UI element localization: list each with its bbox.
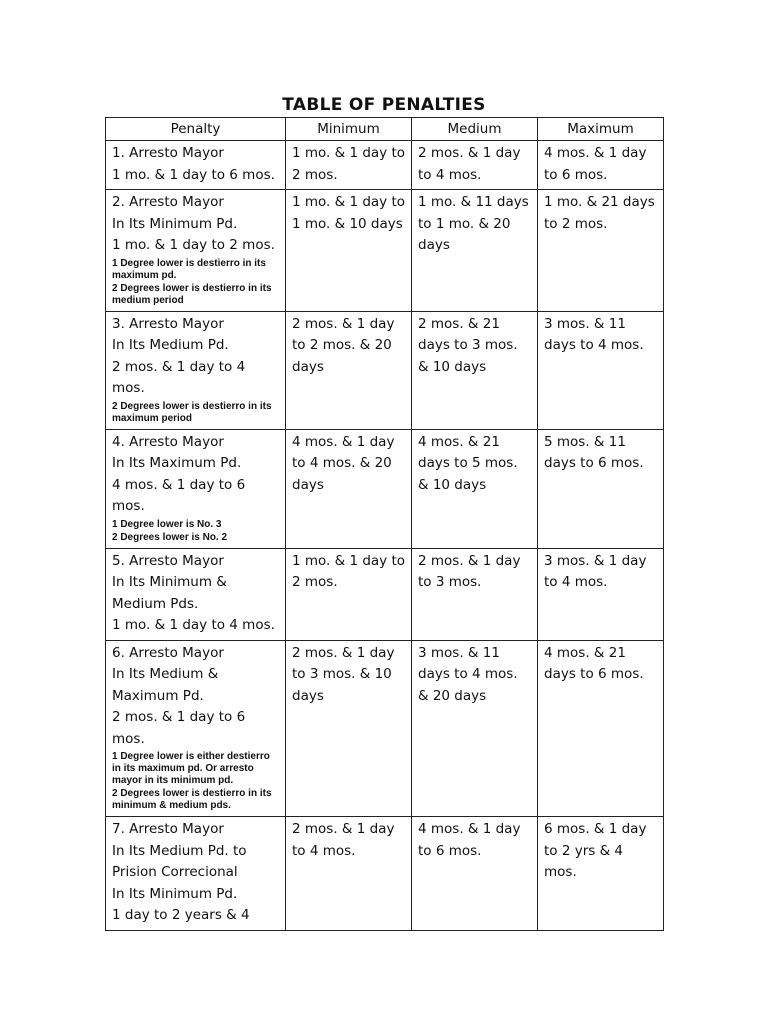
penalty-cell (106, 429, 286, 548)
degree-note: 2 Degrees lower is destierro in its medium period (112, 282, 272, 306)
penalty-line: In Its Maximum Pd. (112, 455, 242, 471)
penalty-line: 1. Arresto Mayor (112, 145, 224, 161)
minimum-cell: 2 mos. & 1 day to 3 mos. & 10 days (286, 640, 412, 817)
table-row (106, 429, 664, 548)
medium-cell: 2 mos. & 21 days to 3 mos. & 10 days (412, 311, 538, 429)
table-row (106, 190, 664, 312)
table-row (106, 141, 664, 190)
penalty-line: 2 mos. & 1 day to 6 mos. (112, 709, 246, 747)
penalty-cell (106, 640, 286, 817)
minimum-cell: 4 mos. & 1 day to 4 mos. & 20 days (286, 429, 412, 548)
penalty-line: 2 mos. & 1 day to 4 mos. (112, 358, 246, 396)
penalty-cell (106, 311, 286, 429)
header-maximum: Maximum (538, 118, 664, 141)
medium-cell: 4 mos. & 1 day to 6 mos. (412, 817, 538, 931)
minimum-cell: 1 mo. & 1 day to 2 mos. (286, 548, 412, 640)
degree-note: 2 Degrees lower is No. 2 (112, 531, 228, 543)
penalty-line: 6. Arresto Mayor (112, 644, 224, 661)
penalty-line: 1 mo. & 1 day to 2 mos. (112, 237, 275, 253)
maximum-cell: 3 mos. & 1 day to 4 mos. (538, 548, 664, 640)
penalty-line: 4 mos. & 1 day to 6 mos. (112, 476, 246, 514)
table-row (106, 640, 664, 817)
penalty-line: In Its Minimum Pd. (112, 885, 238, 902)
degree-note: 1 Degree lower is either destierro in its maximum pd. Or arresto mayor in its minimum pd. (112, 751, 270, 786)
degree-note: 1 Degree lower is No. 3 (112, 518, 222, 530)
minimum-cell: 1 mo. & 1 day to 1 mo. & 10 days (286, 190, 412, 312)
header-penalty: Penalty (106, 118, 286, 141)
degree-note: 2 Degrees lower is destierro in its minimum & medium pds. (112, 788, 272, 811)
penalty-line: In Its Minimum Pd. (112, 215, 238, 232)
medium-cell: 4 mos. & 21 days to 5 mos. & 10 days (412, 429, 538, 548)
penalty-line: In Its Medium & Maximum Pd. (112, 666, 219, 704)
table-row (106, 311, 664, 429)
table-header-row (106, 118, 664, 141)
maximum-cell: 1 mo. & 21 days to 2 mos. (538, 190, 664, 312)
table-row (106, 548, 664, 640)
medium-cell: 3 mos. & 11 days to 4 mos. & 20 days (412, 640, 538, 817)
penalty-line: In Its Medium Pd. to Prision Correcional (112, 842, 247, 880)
penalty-cell (106, 548, 286, 640)
header-minimum: Minimum (286, 118, 412, 141)
penalty-cell (106, 190, 286, 312)
medium-cell: 2 mos. & 1 day to 4 mos. (412, 141, 538, 190)
penalty-line: 3. Arresto Mayor (112, 315, 224, 332)
minimum-cell: 1 mo. & 1 day to 2 mos. (286, 141, 412, 190)
medium-cell: 1 mo. & 11 days to 1 mo. & 20 days (412, 190, 538, 312)
penalty-line: 2. Arresto Mayor (112, 194, 224, 210)
penalty-line: 4. Arresto Mayor (112, 433, 224, 450)
penalty-line: 7. Arresto Mayor (112, 821, 224, 837)
maximum-cell: 4 mos. & 1 day to 6 mos. (538, 141, 664, 190)
minimum-cell: 2 mos. & 1 day to 4 mos. (286, 817, 412, 931)
header-medium: Medium (412, 118, 538, 141)
penalty-line: 5. Arresto Mayor (112, 552, 224, 569)
penalty-line: In Its Medium Pd. (112, 337, 229, 353)
maximum-cell: 5 mos. & 11 days to 6 mos. (538, 429, 664, 548)
degree-note: 2 Degrees lower is destierro in its maximum period (112, 400, 272, 424)
maximum-cell: 3 mos. & 11 days to 4 mos. (538, 311, 664, 429)
minimum-cell: 2 mos. & 1 day to 2 mos. & 20 days (286, 311, 412, 429)
maximum-cell: 4 mos. & 21 days to 6 mos. (538, 640, 664, 817)
penalties-table (105, 117, 664, 931)
document-title: TABLE OF PENALTIES (282, 95, 486, 115)
medium-cell: 2 mos. & 1 day to 3 mos. (412, 548, 538, 640)
degree-note: 1 Degree lower is destierro in its maximum pd. (112, 257, 266, 281)
table-row (106, 817, 664, 931)
maximum-cell: 6 mos. & 1 day to 2 yrs & 4 mos. (538, 817, 664, 931)
penalty-line: 1 mo. & 1 day to 4 mos. (112, 617, 275, 633)
penalty-line: 1 mo. & 1 day to 6 mos. (112, 166, 275, 183)
penalty-cell (106, 141, 286, 190)
penalty-cell (106, 817, 286, 931)
penalty-line: In Its Minimum & Medium Pds. (112, 574, 227, 612)
penalty-line: 1 day to 2 years & 4 (112, 907, 250, 923)
